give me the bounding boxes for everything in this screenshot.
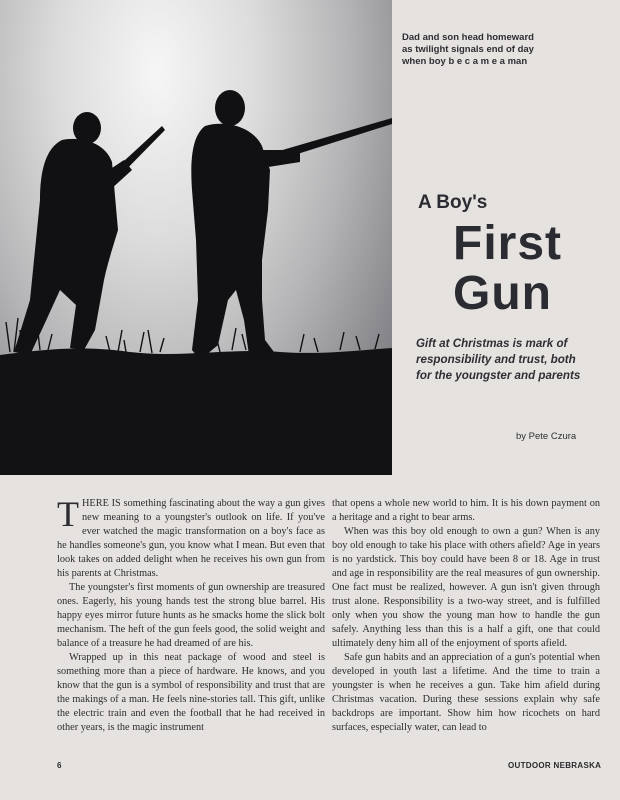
- subtitle-line: Gift at Christmas is mark of: [416, 337, 568, 350]
- drop-cap: T: [57, 494, 79, 534]
- paragraph: Wrapped up in this neat package of wood and steel is something more than a piece of hardware. He knows, and you know that the gun is a symbol of responsibility and trust that are the makings of a man. He feels nine-stories tall. This gift, unlike the electric train and even the football that he had received in other years, is the magic instrument: [57, 652, 325, 733]
- paragraph: that opens a whole new world to him. It is his down payment on a heritage and a right to bear arms.: [332, 498, 600, 523]
- article-column-left: [57, 494, 325, 735]
- magazine-name: OUTDOOR NEBRASKA: [508, 761, 602, 770]
- silhouette-graphic: [0, 0, 392, 475]
- title-line-2: Gun: [453, 267, 552, 320]
- subtitle-line: responsibility and trust, both: [416, 353, 576, 366]
- article-column-right: [332, 497, 600, 735]
- title-kicker: A Boy's: [418, 192, 488, 213]
- boy-figure: [14, 112, 165, 355]
- paragraph: Safe gun habits and an appreciation of a gun's potential when developed in youth last a lifetime. And the time to train a youngster is when he receives a gun. Take him afield during Christmas vacation. During these sessions explain why safe backdrops are important. Show him how ricochets on hard surfaces, especially water, can lead to: [332, 652, 600, 733]
- paragraph-text: HERE IS something fascinating about the way a gun gives new meaning to a youngster's outlook on life. If you've ever watched the magic transformation on a boy's face as he handles someone's gun, you know what I mean. But even that look takes on added delight when he receives his own gun from his parents at Christmas.: [57, 498, 325, 579]
- caption-line: Dad and son head homeward: [402, 32, 534, 43]
- paragraph: When was this boy old enough to own a gun? When is any boy old enough to take his place with others afield? Age in years is no yardstick. This boy could have been 8 or 18. Age in trust and age in responsibility are the real measures of gun ownership. One fact must be realized, however. A gun isn't given through trust alone. Responsibility is a two-way street, and is fulfilled only when you show the young man how to handle the gun safely. Anything less than this is a half a gift, one that could ultimately deny him all of the enjoyment of sports afield.: [332, 526, 600, 649]
- caption-line: as twilight signals end of day: [402, 44, 534, 55]
- author-byline: by Pete Czura: [516, 431, 577, 442]
- caption-line: when boy b e c a m e a man: [402, 56, 528, 67]
- paragraph: The youngster's first moments of gun ownership are treasured ones. Eagerly, his young hands test the strong blue barrel. His happy eyes mirror future hunts as he smacks home the slick bolt mechanism. The heft of the gun feels good, the solid weight and balance of a treasure he had dreamed of are his.: [57, 582, 325, 649]
- subtitle-line: for the youngster and parents: [416, 369, 581, 382]
- article-subtitle: [416, 336, 616, 384]
- photo-caption: [402, 32, 612, 68]
- title-line-1: First: [453, 217, 563, 270]
- page-number: 6: [57, 761, 62, 770]
- paragraph: [57, 494, 325, 581]
- dad-figure: [191, 90, 392, 362]
- hunters-silhouette-photo: [0, 0, 392, 475]
